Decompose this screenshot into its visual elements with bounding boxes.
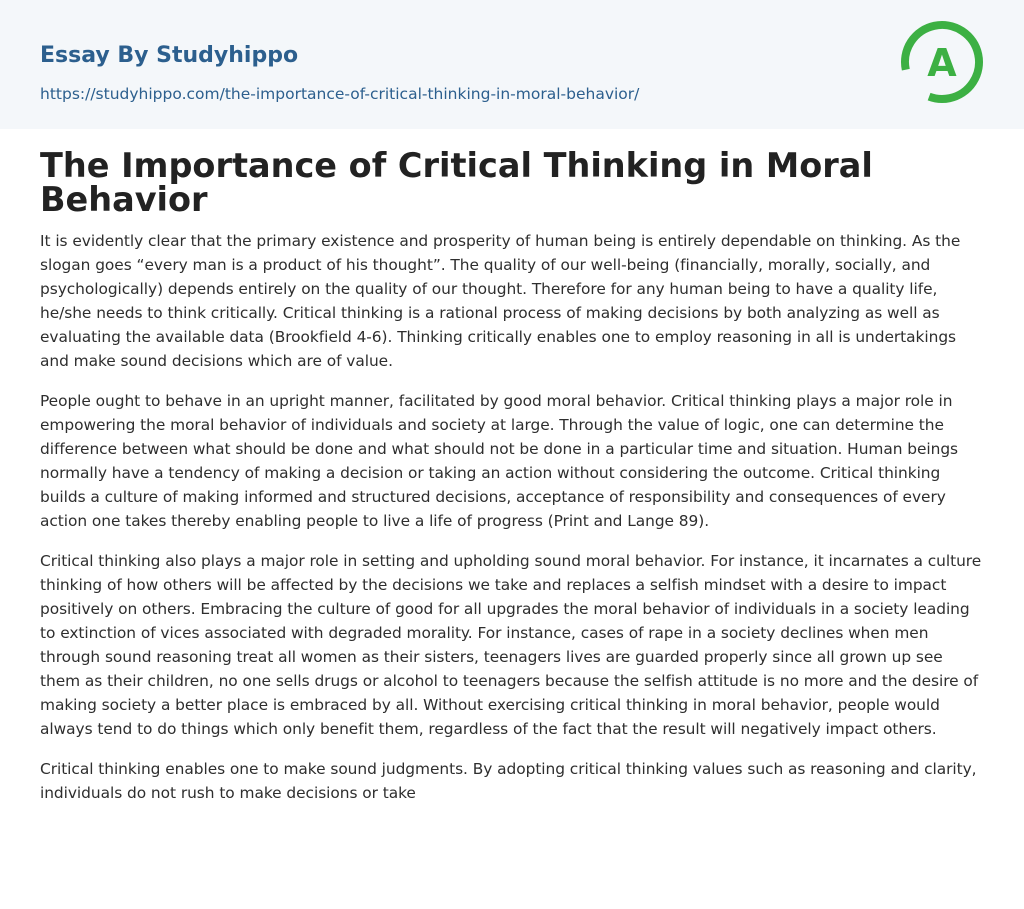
paragraph-1: It is evidently clear that the primary existence and prosperity of human being is entirely dependable on thinking. As the slogan goes “every man is a product of his thought”. The quality of our well-being (financially, morally, socially, and psychologically) depends entirely on the quality of our thought. Therefore for any human being to have a quality life, he/she needs to think critically. Critical thinking is a rational process of making decisions by both analyzing as well as evaluating the available data (Brookfield 4-6). Thinking critically enables one to employ reasoning in all is undertakings and make sound decisions which are of value. <box>40 232 961 370</box>
studyhippo-logo[interactable] <box>900 20 984 104</box>
brand-title: Essay By Studyhippo <box>40 43 299 68</box>
essay-title: The Importance of Critical Thinking in Moral Behavior <box>40 146 873 219</box>
essay-content <box>0 129 1024 805</box>
paragraph-4: Critical thinking enables one to make sound judgments. By adopting critical thinking values such as reasoning and clarity, individuals do not rush to make decisions or take <box>40 760 977 802</box>
paragraph-3: Critical thinking also plays a major role in setting and upholding sound moral behavior. For instance, it incarnates a culture thinking of how others will be affected by the decisions we take and replaces a selfish mindset with a desire to impact positively on others. Embracing the culture of good for all upgrades the moral behavior of individuals in a society leading to extinction of vices associated with degraded morality. For instance, cases of rape in a society declines when men through sound reasoning treat all women as their sisters, teenagers lives are guarded properly since all grown up see them as their children, no one sells drugs or alcohol to teenagers because the selfish attitude is no more and the desire of making society a better place is embraced by all. Without exercising critical thinking in moral behavior, people would always tend to do things which only benefit them, regardless of the fact that the result will negatively impact others. <box>40 552 982 738</box>
logo-letter: A <box>927 41 957 85</box>
essay-url-link[interactable]: https://studyhippo.com/the-importance-of-critical-thinking-in-moral-behavior/ <box>40 85 640 103</box>
logo-ring-icon <box>900 20 984 104</box>
site-header <box>0 0 1024 129</box>
paragraph-2: People ought to behave in an upright manner, facilitated by good moral behavior. Critical thinking plays a major role in empowering the moral behavior of individuals and society at large. Through the value of logic, one can determine the difference between what should be done and what should not be done in a particular time and situation. Human beings normally have a tendency of making a decision or taking an action without considering the outcome. Critical thinking builds a culture of making informed and structured decisions, acceptance of responsibility and consequences of every action one takes thereby enabling people to live a life of progress (Print and Lange 89). <box>40 392 959 530</box>
